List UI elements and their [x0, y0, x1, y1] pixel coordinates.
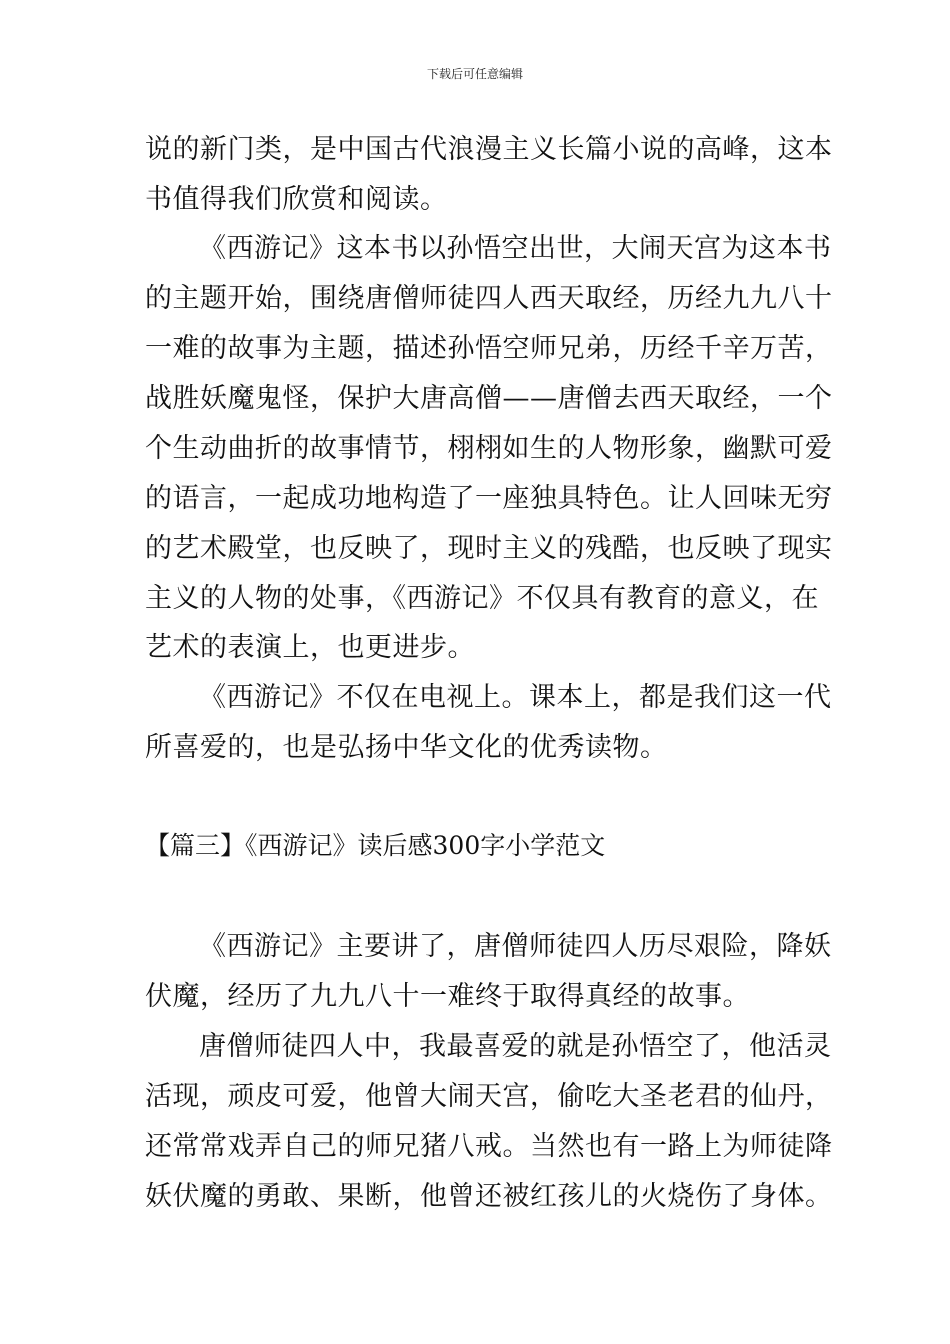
paragraph-line: 《西游记》这本书以孙悟空出世，大闹天宫为这本书: [199, 233, 832, 264]
paragraph-line: 书值得我们欣赏和阅读。: [145, 184, 448, 215]
paragraph-line: 艺术的表演上，也更进步。: [145, 632, 475, 663]
paragraph-line: 还常常戏弄自己的师兄猪八戒。当然也有一路上为师徒降: [145, 1131, 833, 1162]
page-header: 下载后可任意编辑: [426, 67, 523, 81]
paragraph-line: 所喜爱的，也是弘扬中华文化的优秀读物。: [145, 732, 668, 763]
section-heading: 【篇三】《西游记》读后感300字小学范文: [145, 831, 606, 860]
paragraph-line: 个生动曲折的故事情节，栩栩如生的人物形象，幽默可爱: [145, 433, 833, 464]
paragraph-line: 《西游记》不仅在电视上。课本上，都是我们这一代: [199, 682, 832, 713]
paragraph-line: 一难的故事为主题，描述孙悟空师兄弟，历经千辛万苦，: [145, 333, 833, 364]
paragraph-line: 的语言，一起成功地构造了一座独具特色。让人回味无穷: [145, 483, 833, 514]
paragraph-line: 说的新门类，是中国古代浪漫主义长篇小说的高峰，这本: [145, 134, 833, 165]
paragraph-line: 《西游记》主要讲了，唐僧师徒四人历尽艰险，降妖: [199, 931, 832, 962]
paragraph-line: 妖伏魔的勇敢、果断，他曾还被红孩儿的火烧伤了身体。: [145, 1181, 833, 1212]
paragraph-line: 伏魔，经历了九九八十一难终于取得真经的故事。: [145, 981, 750, 1012]
paragraph-line: 战胜妖魔鬼怪，保护大唐高僧——唐僧去西天取经，一个: [145, 383, 833, 414]
paragraph-line: 活现，顽皮可爱，他曾大闹天宫，偷吃大圣老君的仙丹，: [145, 1081, 833, 1112]
paragraph-line: 的艺术殿堂，也反映了，现时主义的残酷，也反映了现实: [145, 533, 833, 564]
paragraph-line: 的主题开始，围绕唐僧师徒四人西天取经，历经九九八十: [145, 283, 833, 314]
paragraph-line: 主义的人物的处事，《西游记》不仅具有教育的意义，在: [145, 583, 819, 614]
paragraph-line: 唐僧师徒四人中，我最喜爱的就是孙悟空了，他活灵: [199, 1031, 832, 1062]
